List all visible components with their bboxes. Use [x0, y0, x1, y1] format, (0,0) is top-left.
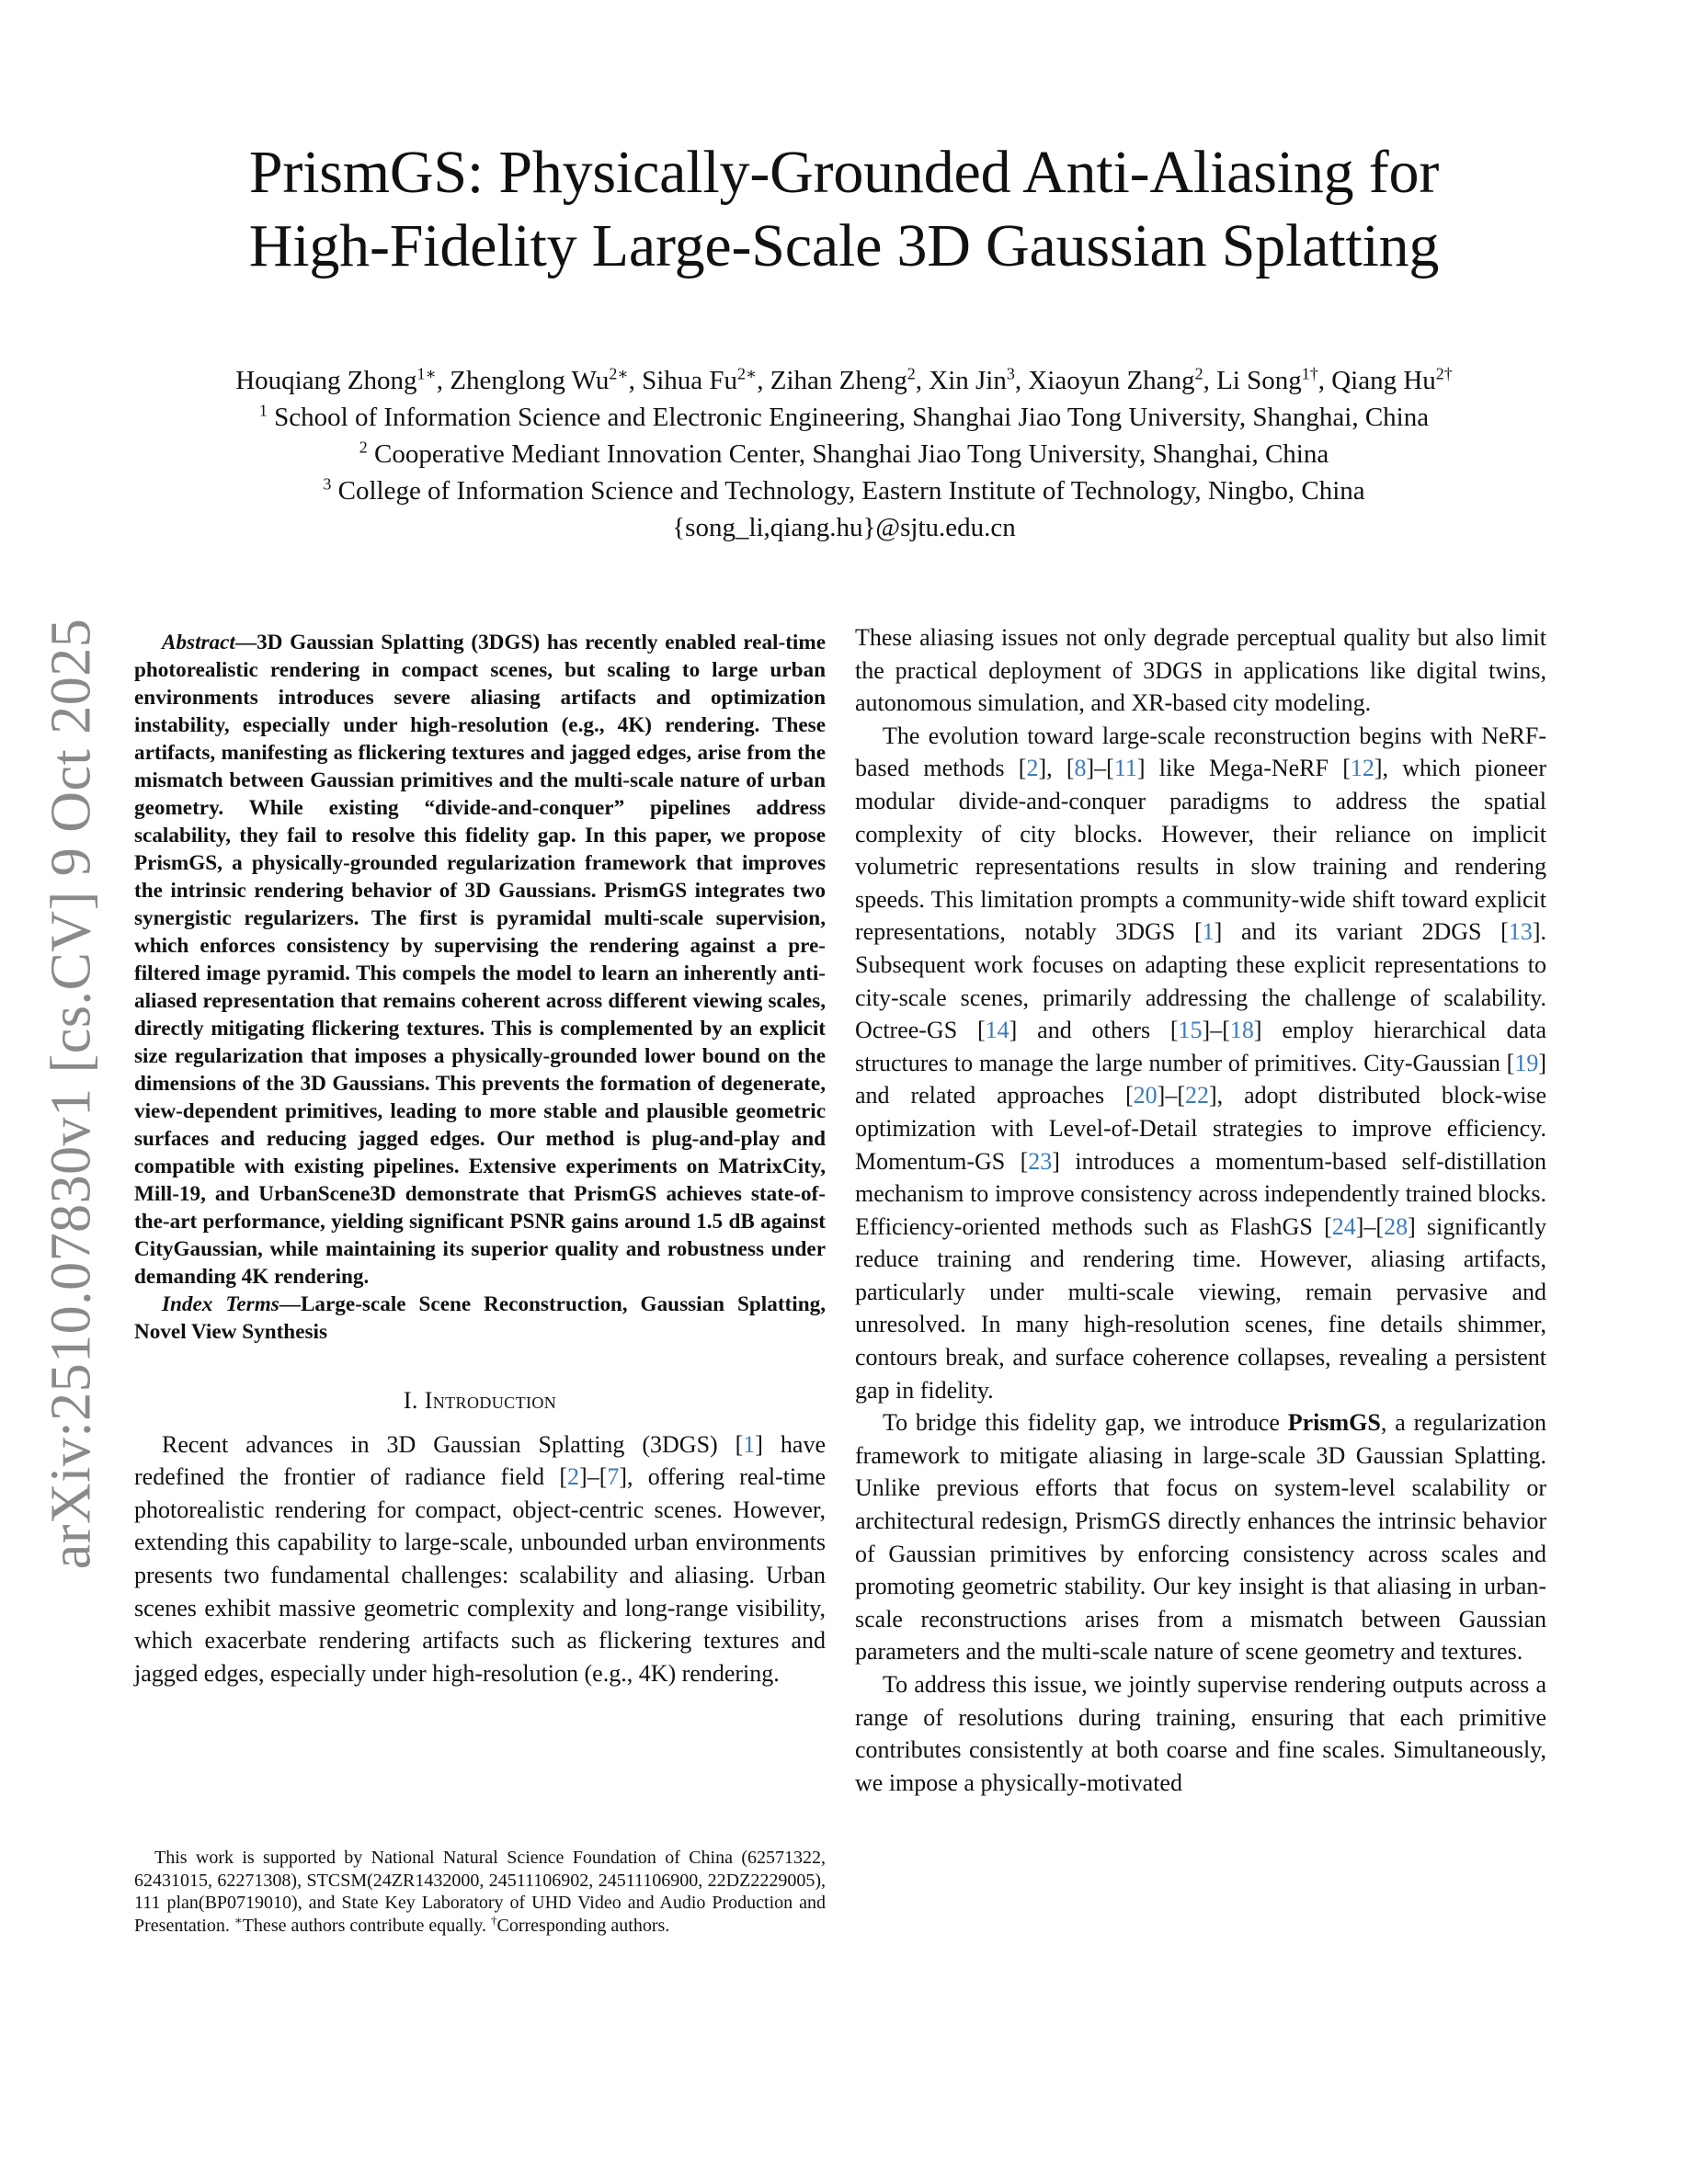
- citation-link[interactable]: 13: [1508, 918, 1533, 946]
- arxiv-identifier[interactable]: arXiv:2510.07830v1 [cs.CV] 9 Oct 2025: [40, 618, 103, 1570]
- citation-link[interactable]: 7: [607, 1463, 620, 1491]
- citation-link[interactable]: 2: [1026, 755, 1039, 782]
- footnote-corresponding-text: Corresponding authors.: [496, 1915, 670, 1936]
- paragraph-text: ] employ hierarchical data structures to manage the large number of primitives. City-Gaussian [: [855, 1017, 1546, 1076]
- intro-paragraph-3: [855, 1406, 1546, 1668]
- paragraph-text: ]–[: [1202, 1017, 1230, 1044]
- index-terms-dash: —: [279, 1292, 301, 1316]
- author-affiliation-mark: 2∗: [737, 364, 758, 383]
- author-block: [110, 362, 1578, 546]
- affiliation-number: 3: [323, 474, 332, 494]
- citation-link[interactable]: 24: [1331, 1212, 1356, 1240]
- equal-contribution-mark: ∗: [234, 1913, 243, 1928]
- citation-link[interactable]: 20: [1133, 1082, 1158, 1109]
- author-separator: ,: [1317, 366, 1332, 395]
- author-name: Xiaoyun Zhang: [1028, 366, 1195, 395]
- intro-paragraph-1: [134, 1428, 826, 1690]
- footnote-equal-text: These authors contribute equally.: [242, 1915, 492, 1936]
- abstract-label: Abstract: [162, 631, 235, 654]
- section-title: Introduction: [424, 1387, 557, 1414]
- intro-paragraph-4: To address this issue, we jointly supervise rendering outputs across a range of resolutions during training, ensuring that each primitive contributes consistently at both coarse and fine scales. Simultaneously, we impose a physically-motivated: [855, 1671, 1546, 1796]
- method-name-bold: PrismGS: [1287, 1409, 1381, 1437]
- index-terms-text: Large-scale Scene Reconstruction, Gaussian Splatting, Novel View Synthesis: [134, 1292, 827, 1344]
- paragraph-text: ] like Mega-NeRF [: [1136, 755, 1351, 782]
- index-terms: [134, 1291, 826, 1346]
- paragraph-text: ] introduces a momentum-based self-distillation mechanism to improve consistency across independently trained blocks. Efficiency-oriented methods such as FlashGS [: [855, 1147, 1546, 1240]
- author-name: Qiang Hu: [1331, 366, 1436, 395]
- citation-link[interactable]: 19: [1514, 1049, 1539, 1076]
- author-list: [110, 362, 1578, 399]
- abstract: [134, 629, 826, 1346]
- author-email[interactable]: {song_li,qiang.hu}@sjtu.edu.cn: [672, 513, 1016, 542]
- author-separator: ,: [1014, 366, 1029, 395]
- affiliation-number: 1: [258, 401, 268, 420]
- affiliation-number: 2: [359, 438, 368, 457]
- citation-link[interactable]: 23: [1028, 1147, 1053, 1175]
- author-affiliation-mark: 2∗: [609, 364, 629, 383]
- paper-title: [138, 136, 1550, 283]
- footnote-paragraph: [134, 1847, 826, 1937]
- abstract-paragraph: [134, 629, 826, 1291]
- author-separator: ,: [915, 366, 930, 395]
- citation-link[interactable]: 12: [1350, 755, 1374, 782]
- abstract-text: 3D Gaussian Splatting (3DGS) has recently enabled real-time photorealistic rendering in compact scenes, but scaling to large urban environments introduces severe aliasing artifacts and optimization instability, especially under high-resolution (e.g., 4K) rendering. These artifacts, manifesting as flickering textures and jagged edges, arise from the mismatch between Gaussian primitives and the multi-scale nature of urban geometry. While existing “divide-and-conquer” pipelines address scalability, they fail to resolve this fidelity gap. In this paper, we propose PrismGS, a physically-grounded regularization framework that improves the intrinsic rendering behavior of 3D Gaussians. PrismGS integrates two synergistic regularizers. The first is pyramidal multi-scale supervision, which enforces consistency by supervising the rendering against a pre-filtered image pyramid. This compels the model to learn an inherently anti-aliased representation that remains coherent across different viewing scales, directly mitigating flickering textures. This is complemented by an explicit size regularization that imposes a physically-grounded lower bound on the dimensions of the 3D Gaussians. This prevents the formation of degenerate, view-dependent primitives, leading to more stable and plausible geometric surfaces and reducing jagged edges. Our method is plug-and-play and compatible with existing pipelines. Extensive experiments on MatrixCity, Mill-19, and UrbanScene3D demonstrate that PrismGS achieves state-of-the-art performance, yielding significant PSNR gains around 1.5 dB against CityGaussian, while maintaining its superior quality and robustness under demanding 4K rendering.: [134, 631, 826, 1289]
- author-name: Xin Jin: [929, 366, 1007, 395]
- funding-footnote: [134, 1847, 826, 1937]
- paragraph-text: ]–[: [1157, 1082, 1185, 1109]
- title-line-1: PrismGS: Physically-Grounded Anti-Aliasing for: [248, 139, 1440, 206]
- author-name: Sihua Fu: [642, 366, 738, 395]
- abstract-dash: —: [234, 631, 257, 654]
- intro-paragraph-continued: These aliasing issues not only degrade perceptual quality but also limit the practical deployment of 3DGS in applications like digital twins, autonomous simulation, and XR-based city modeling.: [855, 624, 1546, 717]
- corresponding-mark: †: [491, 1913, 497, 1928]
- paragraph-text: ]–[: [1086, 755, 1114, 782]
- author-affiliation-mark: 2†: [1435, 364, 1453, 383]
- paragraph-text: The evolution toward large-scale reconstruction begins with NeRF-based methods [: [855, 722, 1546, 782]
- citation-link[interactable]: 8: [1074, 755, 1087, 782]
- citation-link[interactable]: 1: [743, 1430, 756, 1458]
- paragraph-text: ]–[: [1355, 1212, 1385, 1240]
- paragraph-text: ], adopt distributed block-wise optimization with Level-of-Detail strategies to improve efficiency. Momentum-GS [: [855, 1082, 1546, 1175]
- paragraph-text: ], which pioneer modular divide-and-conquer paradigms to address the spatial complexity of city blocks. However, their reliance on implicit volumetric representations results in slow training and rendering speeds. This limitation prompts a community-wide shift toward explicit representations, notably 3DGS [: [855, 755, 1546, 946]
- right-column: [855, 621, 1546, 1799]
- author-name: Zhenglong Wu: [450, 366, 610, 395]
- paragraph-text: ] significantly reduce training and rendering time. However, aliasing artifacts, particularly under multi-scale viewing, remain pervasive and unresolved. In many high-resolution scenes, fine details shimmer, contours break, and surface coherence collapses, revealing a persistent gap in fidelity.: [855, 1212, 1546, 1404]
- citation-link[interactable]: 15: [1178, 1017, 1203, 1044]
- author-name: Zihan Zheng: [770, 366, 907, 395]
- citation-link[interactable]: 28: [1384, 1212, 1409, 1240]
- intro-paragraph-2: [855, 720, 1546, 1406]
- affiliation-3: [110, 472, 1578, 509]
- citation-link[interactable]: 11: [1113, 755, 1137, 782]
- author-name: Houqiang Zhong: [235, 366, 417, 395]
- author-affiliation-mark: 1∗: [416, 364, 437, 383]
- author-affiliation-mark: 3: [1006, 364, 1015, 383]
- author-affiliation-mark: 2: [1194, 364, 1203, 383]
- affiliation-text: Cooperative Mediant Innovation Center, Shanghai Jiao Tong University, Shanghai, China: [367, 439, 1329, 469]
- affiliation-text: College of Information Science and Technology, Eastern Institute of Technology, Ningbo, China: [331, 476, 1365, 506]
- paragraph-text: ] and its variant 2DGS [: [1214, 918, 1509, 946]
- citation-link[interactable]: 1: [1202, 918, 1215, 946]
- citation-link[interactable]: 14: [985, 1017, 1009, 1044]
- author-separator: ,: [1203, 366, 1217, 395]
- paragraph-text: ]–[: [579, 1463, 608, 1491]
- paragraph-text: ] and related approaches [: [855, 1049, 1546, 1109]
- author-separator: ,: [757, 366, 770, 395]
- paragraph-text: ], [: [1038, 755, 1075, 782]
- section-heading-introduction: [134, 1384, 826, 1417]
- paragraph-text: ] have redefined the frontier of radiance field [: [134, 1430, 826, 1491]
- citation-link[interactable]: 18: [1229, 1017, 1254, 1044]
- footnote-funding-text: This work is supported by National Natural Science Foundation of China (62571322, 62431015, 62271308), STCSM(24ZR1432000, 24511106902, 24511106900, 22DZ2229005), 111 plan(BP0719010), and State Key Laboratory of UHD Video and Audio Production and Presentation.: [134, 1848, 826, 1936]
- author-name: Li Song: [1216, 366, 1302, 395]
- paragraph-text: ]. Subsequent work focuses on adapting these explicit representations to city-scale scenes, primarily addressing the challenge of scalability. Octree-GS [: [855, 918, 1546, 1044]
- paragraph-text: ], offering real-time photorealistic rendering for compact, object-centric scenes. However, extending this capability to large-scale, unbounded urban environments presents two fundamental challenges: scalability and aliasing. Urban scenes exhibit massive geometric complexity and long-range visibility, which exacerbate rendering artifacts such as flickering textures and jagged edges, especially under high-resolution (e.g., 4K) rendering.: [134, 1463, 826, 1687]
- citation-link[interactable]: 22: [1184, 1082, 1209, 1109]
- paragraph-text: To bridge this fidelity gap, we introduce: [883, 1409, 1288, 1437]
- affiliation-1: [110, 399, 1578, 436]
- section-number: I.: [403, 1387, 425, 1414]
- index-terms-label: Index Terms: [162, 1292, 279, 1316]
- author-affiliation-mark: 2: [907, 364, 916, 383]
- citation-link[interactable]: 2: [567, 1463, 580, 1491]
- author-affiliation-mark: 1†: [1301, 364, 1318, 383]
- paragraph-text: ] and others [: [1009, 1017, 1179, 1044]
- title-line-2: High-Fidelity Large-Scale 3D Gaussian Splatting: [248, 212, 1440, 279]
- left-column: [134, 629, 826, 1689]
- author-separator: ,: [436, 366, 451, 395]
- affiliation-2: [110, 436, 1578, 472]
- affiliation-text: School of Information Science and Electronic Engineering, Shanghai Jiao Tong University, Shanghai, China: [267, 403, 1430, 432]
- paragraph-text: , a regularization framework to mitigate aliasing in large-scale 3D Gaussian Splatting. Unlike previous efforts that focus on system-level scalability or architectural redesign, PrismGS directly enhances the intrinsic behavior of Gaussian primitives by enforcing consistency across scales and promoting geometric stability. Our key insight is that aliasing in urban-scale reconstructions arises from a mismatch between Gaussian parameters and the multi-scale nature of scene geometry and textures.: [855, 1409, 1546, 1666]
- author-separator: ,: [628, 366, 643, 395]
- paragraph-text: Recent advances in 3D Gaussian Splatting (3DGS) [: [162, 1430, 744, 1458]
